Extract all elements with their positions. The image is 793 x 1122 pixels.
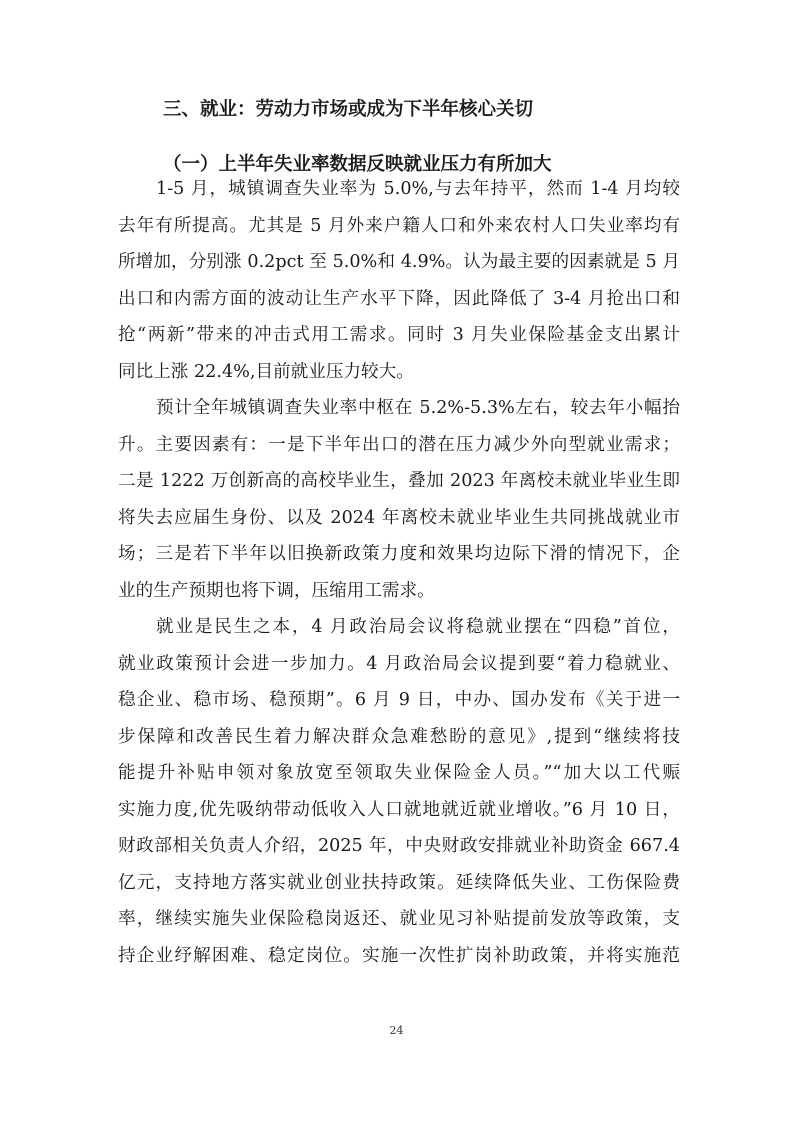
- paragraph-3-line: 就业政策预计会进一步加力。4 月政治局会议提到要“着力稳就业、: [118, 653, 680, 674]
- paragraph-3-line: 财政部相关负责人介绍，2025 年，中央财政安排就业补助资金 667.4: [118, 836, 680, 856]
- paragraph-1-line: 出口和内需方面的波动让生产水平下降，因此降低了 3-4 月抢出口和: [118, 288, 680, 309]
- paragraph-3-line: 稳企业、稳市场、稳预期”。6 月 9 日，中办、国办发布《关于进一: [118, 690, 680, 710]
- paragraph-1-line: 1-5 月，城镇调查失业率为 5.0%,与去年持平，然而 1-4 月均较: [156, 179, 680, 199]
- paragraph-3-line: 就业是民生之本，4 月政治局会议将稳就业摆在“四稳”首位，: [156, 617, 680, 637]
- paragraph-3-line: 步保障和改善民生着力解决群众急难愁盼的意见》,提到“继续将技: [118, 726, 680, 747]
- paragraph-3-line: 率，继续实施失业保险稳岗返还、就业见习补贴提前发放等政策，支: [118, 909, 680, 929]
- paragraph-3-line: 能提升补贴申领对象放宽至领取失业保险金人员。”“加大以工代赈: [118, 763, 680, 783]
- paragraph-3-line: 亿元，支持地方落实就业创业扶持政策。延续降低失业、工伤保险费: [118, 872, 680, 893]
- paragraph-1-line: 抢“两新”带来的冲击式用工需求。同时 3 月失业保险基金支出累计: [118, 325, 680, 345]
- paragraph-1-line: 所增加，分别涨 0.2pct 至 5.0%和 4.9%。认为最主要的因素就是 5 月: [118, 252, 680, 272]
- body-text: [118, 171, 680, 974]
- paragraph-3-line: 持企业纾解困难、稳定岗位。实施一次性扩岗补助政策，并将实施范: [118, 945, 680, 966]
- paragraph-2-line: 将失去应届生身份、以及 2024 年离校未就业毕业生共同挑战就业市: [118, 507, 680, 528]
- page-number: 24: [389, 1024, 404, 1037]
- section-heading: 三、就业：劳动力市场或成为下半年核心关切: [163, 99, 534, 120]
- paragraph-1-line: 去年有所提高。尤其是 5 月外来户籍人口和外来农村人口失业率均有: [118, 215, 680, 236]
- paragraph-3-line: 实施力度,优先吸纳带动低收入人口就地就近就业增收。”6 月 10 日，: [118, 799, 680, 820]
- paragraph-2-line: 升。主要因素有：一是下半年出口的潜在压力减少外向型就业需求；: [118, 434, 680, 455]
- paragraph-1-line: 同比上涨 22.4%,目前就业压力较大。: [118, 361, 414, 382]
- subsection-heading: （一）上半年失业率数据反映就业压力有所加大: [163, 154, 552, 175]
- paragraph-2-line: 预计全年城镇调查失业率中枢在 5.2%-5.3%左右，较去年小幅抬: [156, 398, 680, 418]
- paragraph-2-line: 业的生产预期也将下调，压缩用工需求。: [118, 580, 435, 601]
- paragraph-2-line: 二是 1222 万创新高的高校毕业生，叠加 2023 年离校未就业毕业生即: [118, 471, 680, 491]
- paragraph-2-line: 场；三是若下半年以旧换新政策力度和效果均边际下滑的情况下，企: [118, 544, 680, 564]
